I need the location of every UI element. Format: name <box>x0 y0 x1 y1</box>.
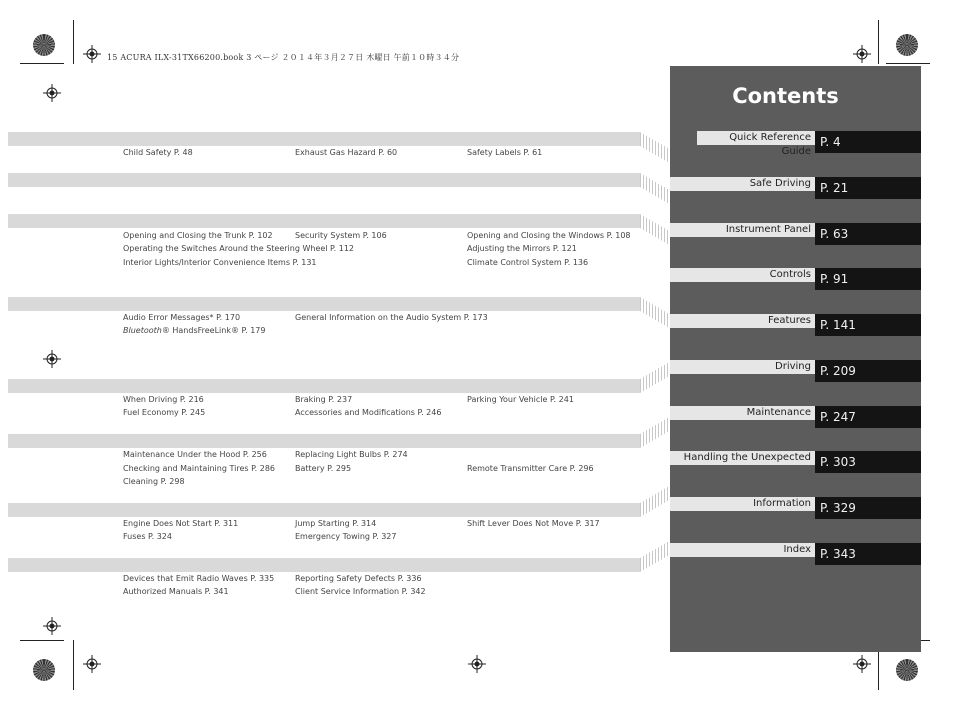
toc-link[interactable]: Operating the Switches Around the Steering Wheel P. 112 <box>123 244 354 253</box>
tab-page[interactable]: P. 21 <box>815 177 921 199</box>
toc-link[interactable]: Cleaning P. 298 <box>123 477 185 486</box>
section-band-features <box>8 297 640 311</box>
sidebar-title: Contents <box>732 84 839 108</box>
tab-page[interactable]: P. 343 <box>815 543 921 565</box>
tab-label[interactable]: Maintenance <box>670 406 815 420</box>
registration-mark-icon <box>43 617 61 635</box>
color-bar-disc <box>33 659 55 681</box>
section-band-driving <box>8 379 640 393</box>
toc-link[interactable]: Fuses P. 324 <box>123 532 172 541</box>
toc-link[interactable]: Client Service Information P. 342 <box>295 587 426 596</box>
toc-link-rest: ® HandsFreeLink® P. 179 <box>161 326 266 335</box>
toc-link[interactable]: Jump Starting P. 314 <box>295 519 377 528</box>
tab-label[interactable]: Safe Driving <box>670 177 815 191</box>
print-header: 15 ACURA ILX-31TX66200.book 3 ページ ２０１４年３月２７日 木曜日 午前１０時３４分 <box>107 53 460 62</box>
toc-link[interactable]: Child Safety P. 48 <box>123 148 193 157</box>
toc-link[interactable]: Adjusting the Mirrors P. 121 <box>467 244 577 253</box>
toc-link[interactable]: Interior Lights/Interior Convenience Items P. 131 <box>123 258 317 267</box>
toc-link[interactable]: When Driving P. 216 <box>123 395 204 404</box>
toc-link[interactable]: Replacing Light Bulbs P. 274 <box>295 450 408 459</box>
tab-page[interactable]: P. 141 <box>815 314 921 336</box>
toc-link[interactable]: Audio Error Messages* P. 170 <box>123 313 241 322</box>
toc-link[interactable]: Engine Does Not Start P. 311 <box>123 519 239 528</box>
tab-label[interactable]: Instrument Panel <box>670 223 815 237</box>
toc-link[interactable]: Exhaust Gas Hazard P. 60 <box>295 148 398 157</box>
tab-label[interactable]: Quick Reference Guide <box>697 131 815 145</box>
tab-label[interactable]: Index <box>670 543 815 557</box>
toc-link[interactable]: Checking and Maintaining Tires P. 286 <box>123 464 276 473</box>
registration-mark-icon <box>83 45 101 63</box>
tab-label[interactable]: Driving <box>670 360 815 374</box>
toc-link[interactable]: Fuel Economy P. 245 <box>123 408 206 417</box>
registration-mark-icon <box>43 84 61 102</box>
toc-link[interactable]: Shift Lever Does Not Move P. 317 <box>467 519 600 528</box>
section-band-safe-driving <box>8 173 640 187</box>
toc-link[interactable]: Security System P. 106 <box>295 231 387 240</box>
section-connector <box>640 173 670 204</box>
toc-link-brand: Bluetooth <box>123 326 162 335</box>
registration-mark-icon <box>43 350 61 368</box>
tab-label[interactable]: Information <box>670 497 815 511</box>
toc-link[interactable]: Accessories and Modifications P. 246 <box>295 408 442 417</box>
toc-link[interactable]: Authorized Manuals P. 341 <box>123 587 229 596</box>
section-connector <box>640 214 670 245</box>
tab-page[interactable]: P. 329 <box>815 497 921 519</box>
section-connector <box>640 541 670 572</box>
tab-page[interactable]: P. 4 <box>815 131 921 153</box>
section-connector <box>640 417 670 448</box>
registration-mark-icon <box>853 45 871 63</box>
section-band-instrument-panel <box>8 214 640 228</box>
tab-page[interactable]: P. 63 <box>815 223 921 245</box>
toc-link[interactable]: Opening and Closing the Windows P. 108 <box>467 231 631 240</box>
section-connector <box>640 132 670 163</box>
tab-label[interactable]: Features <box>670 314 815 328</box>
toc-link[interactable]: Reporting Safety Defects P. 336 <box>295 574 422 583</box>
toc-link[interactable]: Safety Labels P. 61 <box>467 148 543 157</box>
section-band-unexpected <box>8 503 640 517</box>
toc-link[interactable]: Devices that Emit Radio Waves P. 335 <box>123 574 275 583</box>
registration-mark-icon <box>468 655 486 673</box>
registration-mark-icon <box>83 655 101 673</box>
section-connector <box>640 297 670 328</box>
registration-mark-icon <box>853 655 871 673</box>
section-band-information <box>8 558 640 572</box>
color-bar-disc <box>896 34 918 56</box>
color-bar-disc <box>896 659 918 681</box>
section-band-maintenance <box>8 434 640 448</box>
color-bar-disc <box>33 34 55 56</box>
toc-link[interactable]: General Information on the Audio System P. 173 <box>295 313 488 322</box>
toc-link[interactable]: Climate Control System P. 136 <box>467 258 589 267</box>
tab-page[interactable]: P. 247 <box>815 406 921 428</box>
toc-link[interactable]: Parking Your Vehicle P. 241 <box>467 395 574 404</box>
toc-link[interactable] <box>123 326 265 335</box>
section-connector <box>640 486 670 517</box>
toc-link[interactable]: Remote Transmitter Care P. 296 <box>467 464 594 473</box>
tab-label[interactable]: Handling the Unexpected <box>670 451 815 465</box>
tab-page[interactable]: P. 303 <box>815 451 921 473</box>
toc-link[interactable]: Opening and Closing the Trunk P. 102 <box>123 231 273 240</box>
toc-link[interactable]: Emergency Towing P. 327 <box>295 532 397 541</box>
toc-link[interactable]: Maintenance Under the Hood P. 256 <box>123 450 267 459</box>
toc-link[interactable]: Braking P. 237 <box>295 395 353 404</box>
tab-label[interactable]: Controls <box>670 268 815 282</box>
tab-page[interactable]: P. 91 <box>815 268 921 290</box>
section-band-quick-reference <box>8 132 640 146</box>
section-connector <box>640 362 670 393</box>
tab-page[interactable]: P. 209 <box>815 360 921 382</box>
toc-link[interactable]: Battery P. 295 <box>295 464 352 473</box>
